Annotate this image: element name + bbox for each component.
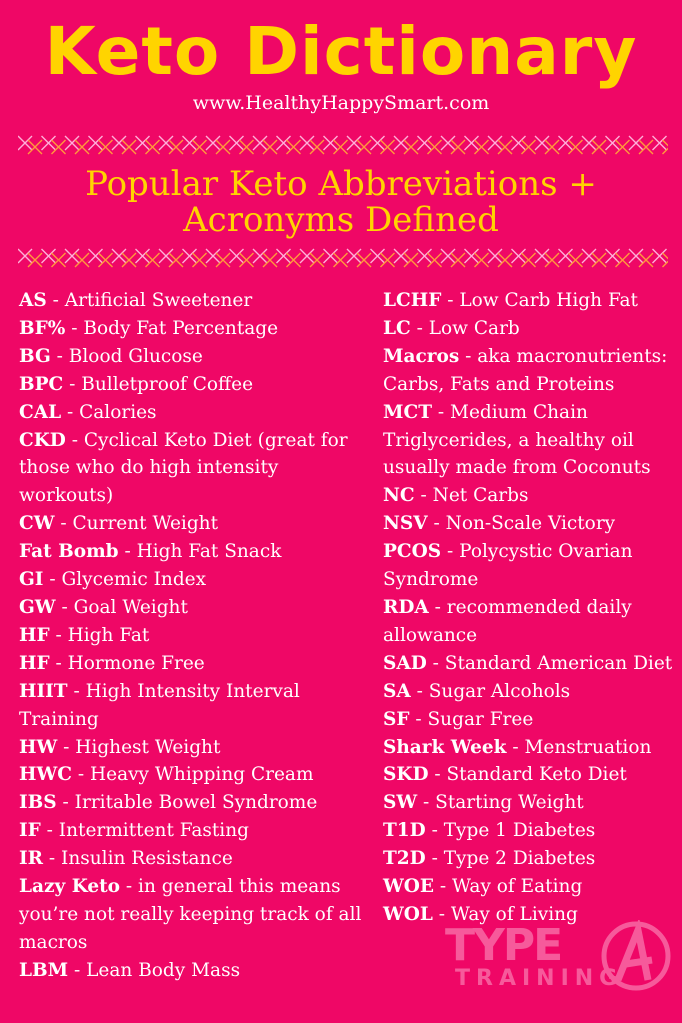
abbreviation: WOE (383, 876, 434, 898)
cross-stitch-mark (569, 253, 583, 267)
definition-entry (19, 957, 371, 985)
definition-entry (19, 287, 371, 315)
cross-stitch-mark (592, 253, 606, 267)
cross-stitch-mark (28, 253, 42, 267)
cross-stitch-mark (371, 249, 385, 263)
cross-stitch-mark (653, 136, 667, 150)
abbreviation: LCHF (383, 290, 442, 311)
definition-entry (19, 761, 371, 789)
cross-stitch-mark (582, 249, 596, 263)
abbreviation: Shark Week (383, 736, 507, 758)
definition: - Irritable Bowel Syndrome (56, 792, 318, 814)
cross-stitch-mark (639, 140, 653, 154)
cross-stitch-mark (42, 136, 56, 150)
abbreviation: T1D (383, 820, 426, 842)
abbreviation: SW (383, 792, 418, 814)
cross-stitch-mark (441, 249, 455, 263)
cross-stitch-mark (522, 140, 536, 154)
watermark-training: TRAINING (455, 966, 624, 991)
cross-stitch-mark (394, 136, 408, 150)
subtitle-line-1: Popular Keto Abbreviations + (85, 164, 597, 204)
definition: - Polycystic Ovarian Syndrome (383, 541, 633, 591)
definition-entry (383, 343, 681, 399)
cross-stitch-mark (65, 249, 79, 263)
cross-stitch-mark (394, 249, 408, 263)
cross-stitch-mark (639, 253, 653, 267)
definition-entry (19, 538, 371, 566)
definition-entry (383, 678, 681, 706)
cross-stitch-mark (428, 140, 442, 154)
definition: - High Fat Snack (118, 541, 282, 563)
cross-stitch-mark (381, 140, 395, 154)
cross-stitch-mark (300, 136, 314, 150)
abbreviation: NC (383, 485, 415, 507)
abbreviation: SF (383, 708, 410, 730)
definition: - Starting Weight (417, 792, 584, 814)
definition-entry (19, 789, 371, 817)
definition-entry (19, 678, 371, 734)
cross-stitch-mark (475, 253, 489, 267)
cross-stitch-mark (498, 140, 512, 154)
cross-stitch-mark (522, 253, 536, 267)
definitions-left-column (19, 287, 371, 985)
cross-stitch-mark (357, 253, 371, 267)
cross-stitch-mark (216, 253, 230, 267)
abbreviation: LC (383, 317, 411, 339)
definition-entry (383, 399, 681, 483)
cross-stitch-mark (183, 136, 197, 150)
abbreviation: HF (19, 652, 50, 674)
cross-stitch-mark (324, 249, 338, 263)
cross-stitch-mark (451, 253, 465, 267)
cross-stitch-mark (99, 140, 113, 154)
definition: - Net Carbs (414, 485, 529, 507)
abbreviation: LBM (19, 959, 69, 981)
cross-stitch-mark (310, 253, 324, 267)
definition: - Menstruation (506, 736, 652, 758)
definition-entry (383, 315, 681, 343)
definition-entry (19, 845, 371, 873)
definition: - Sugar Free (409, 708, 534, 730)
definition-entry (19, 510, 371, 538)
type-a-training-watermark (445, 920, 675, 1000)
definition: - recommended daily allowance (383, 596, 632, 646)
cross-stitch-mark (230, 136, 244, 150)
definition-entry (19, 427, 371, 511)
cross-stitch-mark (287, 140, 301, 154)
definition-entry (383, 510, 681, 538)
definition-entry (19, 817, 371, 845)
cross-stitch-mark (253, 136, 267, 150)
cross-stitch-mark (136, 249, 150, 263)
abbreviation: CKD (19, 429, 66, 451)
definition: - Goal Weight (55, 596, 188, 618)
abbreviation: SAD (383, 652, 427, 674)
definition: - Glycemic Index (43, 569, 207, 591)
cross-stitch-mark (28, 140, 42, 154)
abbreviation: IF (19, 820, 41, 842)
abbreviation: T2D (383, 848, 426, 870)
cross-stitch-mark (89, 249, 103, 263)
cross-stitch-divider-bottom (18, 247, 668, 269)
cross-stitch-mark (136, 136, 150, 150)
definition: - High Fat (49, 624, 150, 646)
abbreviation: HWC (19, 764, 72, 786)
cross-stitch-mark (75, 140, 89, 154)
abbreviation: CW (19, 513, 55, 535)
definition: - aka macronutrients: Carbs, Fats and Proteins (383, 345, 668, 395)
cross-stitch-mark (465, 136, 479, 150)
cross-stitch-mark (428, 253, 442, 267)
cross-stitch-mark (404, 140, 418, 154)
definition: - Highest Weight (57, 736, 221, 758)
definition: - Insulin Resistance (43, 848, 233, 870)
definition-entry (383, 650, 681, 678)
cross-stitch-mark (169, 253, 183, 267)
definition: - Sugar Alcohols (410, 680, 571, 702)
cross-stitch-mark (240, 253, 254, 267)
definition: - Low Carb (410, 317, 520, 339)
cross-stitch-mark (334, 253, 348, 267)
cross-stitch-mark (52, 253, 66, 267)
definition: - Way of Eating (434, 876, 583, 898)
cross-stitch-mark (18, 249, 32, 263)
definition-entry (383, 845, 681, 873)
definition: - Hormone Free (49, 652, 205, 674)
cross-stitch-mark (89, 136, 103, 150)
definition-entry (383, 538, 681, 594)
cross-stitch-mark (606, 136, 620, 150)
cross-stitch-divider-top (18, 134, 668, 156)
abbreviation: WOL (383, 903, 433, 925)
cross-stitch-mark (488, 136, 502, 150)
abbreviation: BF% (19, 317, 66, 339)
cross-stitch-mark (112, 249, 126, 263)
abbreviation: BG (19, 345, 51, 367)
cross-stitch-mark (18, 136, 32, 150)
cross-stitch-mark (404, 253, 418, 267)
subtitle (0, 166, 682, 238)
cross-stitch-mark (512, 136, 526, 150)
abbreviation: GW (19, 596, 56, 618)
cross-stitch-mark (465, 249, 479, 263)
definition: - Cyclical Keto Diet (great for those who do high intensity workouts) (19, 429, 348, 507)
cross-stitch-mark (99, 253, 113, 267)
cross-stitch-mark (263, 140, 277, 154)
cross-stitch-mark (545, 253, 559, 267)
cross-stitch-mark (159, 136, 173, 150)
cross-stitch-mark (263, 253, 277, 267)
definition-entry (383, 789, 681, 817)
cross-stitch-mark (159, 249, 173, 263)
website-url: www.HealthyHappySmart.com (192, 92, 490, 114)
abbreviation: SA (383, 680, 411, 702)
cross-stitch-mark (582, 136, 596, 150)
cross-stitch-mark (535, 249, 549, 263)
cross-stitch-mark (277, 249, 291, 263)
cross-stitch-mark (616, 253, 630, 267)
definition-entry (383, 761, 681, 789)
abbreviation: GI (19, 569, 44, 591)
cross-stitch-mark (451, 140, 465, 154)
cross-stitch-mark (441, 136, 455, 150)
cross-stitch-mark (300, 249, 314, 263)
definition: - Non-Scale Victory (427, 513, 616, 535)
definition-entry (19, 622, 371, 650)
definition: - Artificial Sweetener (46, 290, 253, 311)
definition: - Body Fat Percentage (65, 317, 279, 339)
cross-stitch-mark (512, 249, 526, 263)
definition: - Intermittent Fasting (40, 820, 249, 842)
definition-entry (19, 873, 371, 957)
cross-stitch-mark (122, 140, 136, 154)
definition: - Heavy Whipping Cream (71, 764, 314, 786)
definition: - in general this means you’re not really keeping track of all macros (19, 876, 362, 953)
definition-entry (383, 594, 681, 650)
cross-stitch-mark (334, 140, 348, 154)
definition: - Low Carb High Fat (441, 290, 638, 311)
abbreviation: IR (19, 848, 44, 870)
abbreviation: SKD (383, 764, 429, 786)
cross-stitch-mark (310, 140, 324, 154)
cross-stitch-mark (347, 249, 361, 263)
cross-stitch-mark (287, 253, 301, 267)
cross-stitch-mark (193, 253, 207, 267)
cross-stitch-mark (169, 140, 183, 154)
definition: - Type 2 Diabetes (425, 848, 596, 870)
cross-stitch-mark (122, 253, 136, 267)
cross-stitch-mark (357, 140, 371, 154)
cross-stitch-mark (381, 253, 395, 267)
watermark-type: TYPE (445, 920, 562, 971)
definition-entry (19, 650, 371, 678)
definition: - Blood Glucose (50, 345, 203, 367)
type-a-logo-icon (600, 920, 672, 992)
abbreviation: HF (19, 624, 50, 646)
cross-stitch-mark (42, 249, 56, 263)
definition-entry (19, 594, 371, 622)
definition: - Way of Living (432, 903, 578, 925)
abbreviation: Fat Bomb (19, 541, 119, 563)
definition-entry (19, 399, 371, 427)
cross-stitch-mark (52, 140, 66, 154)
cross-stitch-mark (324, 136, 338, 150)
definition-entry (383, 901, 681, 929)
definition: - Standard Keto Diet (428, 764, 627, 786)
definition-entry (383, 482, 681, 510)
cross-stitch-mark (253, 249, 267, 263)
definition: - Lean Body Mass (68, 959, 241, 981)
definition-entry (19, 734, 371, 762)
abbreviation: IBS (19, 792, 57, 814)
cross-stitch-mark (418, 136, 432, 150)
abbreviation: Lazy Keto (19, 876, 121, 898)
abbreviation: RDA (383, 596, 429, 618)
cross-stitch-mark (418, 249, 432, 263)
abbreviation: PCOS (383, 541, 442, 563)
cross-stitch-mark (240, 140, 254, 154)
abbreviation: CAL (19, 401, 62, 423)
cross-stitch-mark (559, 249, 573, 263)
definition-entry (383, 287, 681, 315)
cross-stitch-mark (498, 253, 512, 267)
cross-stitch-mark (629, 249, 643, 263)
abbreviation: Macros (383, 345, 460, 367)
definition: - Current Weight (54, 513, 219, 535)
cross-stitch-mark (569, 140, 583, 154)
cross-stitch-mark (535, 136, 549, 150)
cross-stitch-mark (146, 140, 160, 154)
cross-stitch-mark (75, 253, 89, 267)
definition-entry (19, 315, 371, 343)
cross-stitch-mark (592, 140, 606, 154)
cross-stitch-mark (230, 249, 244, 263)
cross-stitch-mark (347, 136, 361, 150)
subtitle-line-2: Acronyms Defined (183, 200, 499, 240)
cross-stitch-mark (206, 136, 220, 150)
abbreviation: HW (19, 736, 58, 758)
cross-stitch-mark (65, 136, 79, 150)
cross-stitch-mark (146, 253, 160, 267)
cross-stitch-mark (475, 140, 489, 154)
cross-stitch-mark (277, 136, 291, 150)
cross-stitch-mark (193, 140, 207, 154)
definitions-right-column (383, 287, 681, 929)
definition: - Calories (61, 401, 157, 423)
cross-stitch-mark (488, 249, 502, 263)
cross-stitch-mark (629, 136, 643, 150)
definition-entry (383, 817, 681, 845)
cross-stitch-mark (183, 249, 197, 263)
abbreviation: MCT (383, 401, 432, 423)
definition-entry (383, 734, 681, 762)
cross-stitch-mark (545, 140, 559, 154)
cross-stitch-mark (112, 136, 126, 150)
abbreviation: NSV (383, 513, 428, 535)
definition: - Bulletproof Coffee (63, 373, 254, 395)
cross-stitch-mark (559, 136, 573, 150)
definition-entry (19, 371, 371, 399)
definition: - Standard American Diet (426, 652, 673, 674)
abbreviation: BPC (19, 373, 64, 395)
cross-stitch-mark (206, 249, 220, 263)
definition: - High Intensity Interval Training (19, 680, 300, 730)
cross-stitch-mark (606, 249, 620, 263)
cross-stitch-mark (371, 136, 385, 150)
definition-entry (19, 343, 371, 371)
definition-entry (383, 706, 681, 734)
definition: - Type 1 Diabetes (425, 820, 596, 842)
cross-stitch-mark (216, 140, 230, 154)
cross-stitch-mark (616, 140, 630, 154)
cross-stitch-mark (653, 249, 667, 263)
definition: - Medium Chain Triglycerides, a healthy oil usually made from Coconuts (383, 401, 651, 479)
abbreviation: AS (19, 290, 47, 311)
abbreviation: HIIT (19, 680, 68, 702)
page-title: Keto Dictionary (44, 13, 638, 90)
definition-entry (19, 566, 371, 594)
definition-entry (383, 873, 681, 901)
